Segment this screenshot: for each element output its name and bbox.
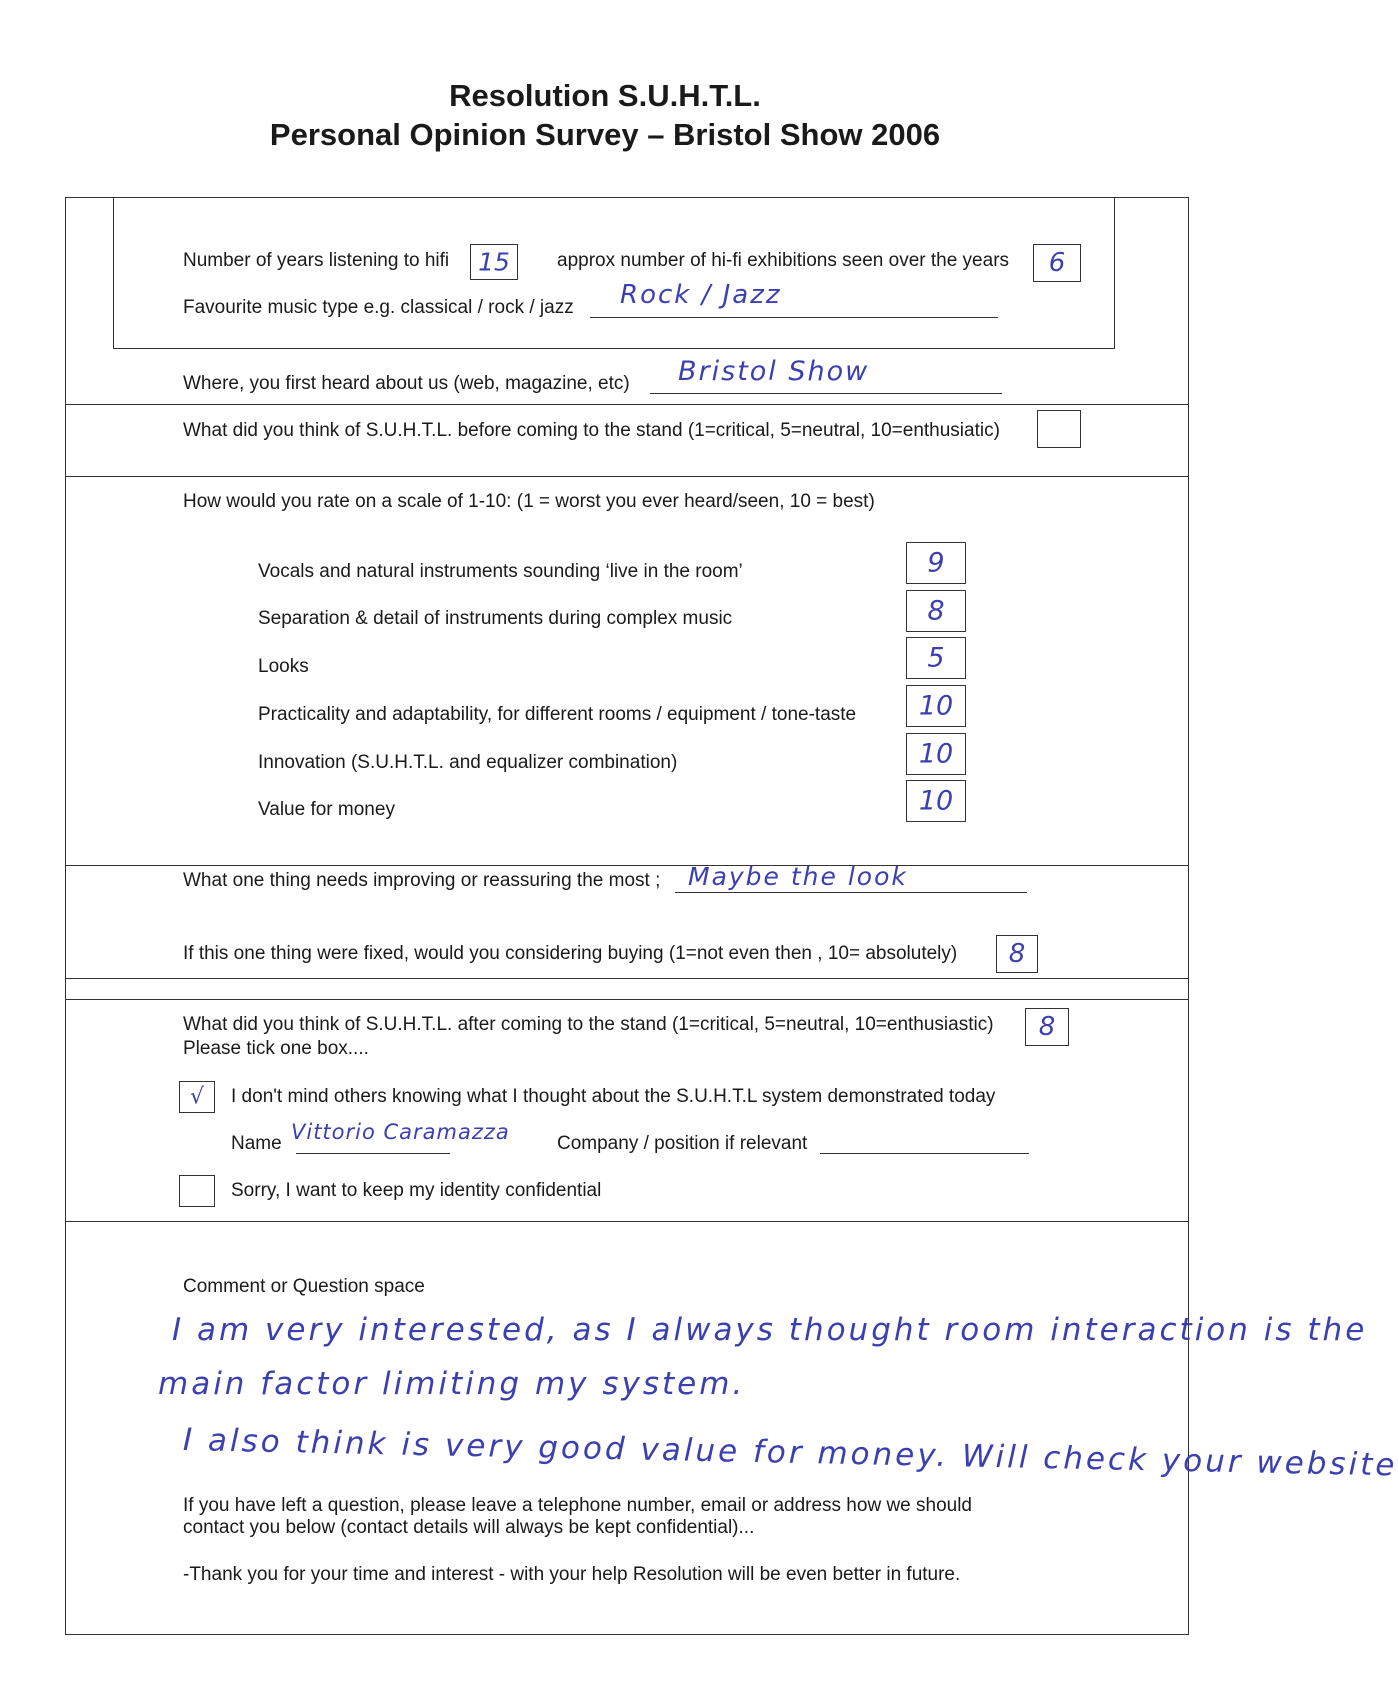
public-checkbox[interactable] — [179, 1081, 215, 1113]
rating-label-practicality: Practicality and adaptability, for different rooms / equipment / tone-taste — [258, 704, 857, 725]
rating-box-separation[interactable] — [906, 590, 966, 632]
heard-about-label: Where, you first heard about us (web, magazine, etc) — [183, 373, 630, 394]
exhibitions-value: 6 — [1048, 248, 1066, 278]
public-checkbox-tick: √ — [189, 1084, 205, 1110]
intro-inner-box — [113, 197, 1115, 349]
divider-3 — [65, 865, 1189, 866]
music-type-underline — [590, 317, 998, 318]
buy-label: If this one thing were fixed, would you considering buying (1=not even then , 10= absolutely) — [183, 943, 958, 964]
comment-line-1[interactable]: I am very interested, as I always thought room interaction is the — [172, 1312, 1368, 1348]
form-title-line2: Personal Opinion Survey – Bristol Show 2006 — [269, 117, 941, 152]
frame-left-border — [65, 197, 66, 1634]
improve-underline — [675, 892, 1027, 893]
rating-intro: How would you rate on a scale of 1-10: (1 = worst you ever heard/seen, 10 = best) — [183, 491, 875, 512]
contact-note-line1: If you have left a question, please leave a telephone number, email or address how we should — [183, 1495, 973, 1516]
years-listening-label: Number of years listening to hifi — [183, 250, 450, 271]
rating-box-value[interactable] — [906, 780, 966, 822]
comment-heading: Comment or Question space — [183, 1276, 425, 1297]
after-stand-value: 8 — [1038, 1012, 1056, 1042]
name-label: Name — [231, 1133, 282, 1154]
company-label: Company / position if relevant — [557, 1133, 808, 1154]
contact-note-line2: contact you below (contact details will always be kept confidential)... — [183, 1517, 755, 1538]
divider-4a — [65, 978, 1189, 979]
buy-box[interactable] — [996, 935, 1038, 973]
rating-label-vocals: Vocals and natural instruments sounding ‘live in the room’ — [258, 561, 743, 582]
improve-label: What one thing needs improving or reassuring the most ; — [183, 870, 661, 891]
tick-prompt: Please tick one box.... — [183, 1038, 369, 1059]
rating-label-value: Value for money — [258, 799, 395, 820]
comment-line-2[interactable]: main factor limiting my system. — [158, 1366, 746, 1402]
years-listening-value: 15 — [478, 247, 510, 277]
rating-label-innovation: Innovation (S.U.H.T.L. and equalizer combination) — [258, 752, 678, 773]
rating-box-practicality[interactable] — [906, 685, 966, 727]
after-stand-box[interactable] — [1025, 1008, 1069, 1046]
exhibitions-label: approx number of hi-fi exhibitions seen over the years — [557, 250, 1010, 271]
exhibitions-box[interactable] — [1033, 244, 1081, 282]
divider-5 — [65, 1221, 1189, 1222]
public-option-label: I don't mind others knowing what I thought about the S.U.H.T.L system demonstrated today — [231, 1086, 996, 1107]
rating-value-innovation: 10 — [918, 738, 954, 770]
heard-about-value[interactable]: Bristol Show — [678, 356, 870, 387]
rating-value-vocals: 9 — [927, 547, 945, 579]
rating-label-looks: Looks — [258, 656, 309, 677]
company-underline — [820, 1153, 1029, 1154]
divider-2 — [65, 476, 1189, 477]
thank-you-note: -Thank you for your time and interest - with your help Resolution will be even better in future. — [183, 1564, 961, 1585]
divider-4b — [65, 999, 1189, 1000]
private-checkbox[interactable] — [179, 1175, 215, 1207]
music-type-value[interactable]: Rock / Jazz — [620, 280, 782, 310]
rating-box-looks[interactable] — [906, 637, 966, 679]
heard-about-underline — [650, 393, 1002, 394]
before-stand-box[interactable] — [1037, 410, 1081, 448]
name-value[interactable]: Vittorio Caramazza — [291, 1120, 510, 1144]
name-underline — [296, 1153, 450, 1154]
rating-value-looks: 5 — [927, 642, 945, 674]
rating-box-innovation[interactable] — [906, 733, 966, 775]
rating-box-vocals[interactable] — [906, 542, 966, 584]
music-type-label: Favourite music type e.g. classical / rock / jazz — [183, 297, 574, 318]
before-stand-label: What did you think of S.U.H.T.L. before coming to the stand (1=critical, 5=neutral, 10=enthusiatic) — [183, 420, 1000, 441]
private-option-label: Sorry, I want to keep my identity confidential — [231, 1180, 602, 1201]
after-stand-label: What did you think of S.U.H.T.L. after coming to the stand (1=critical, 5=neutral, 10=enthusiastic) — [183, 1014, 994, 1035]
frame-right-border — [1188, 197, 1189, 1634]
buy-value: 8 — [1008, 939, 1026, 969]
rating-value-separation: 8 — [927, 595, 945, 627]
form-title-line1: Resolution S.U.H.T.L. — [449, 78, 761, 113]
rating-label-separation: Separation & detail of instruments during complex music — [258, 608, 733, 629]
frame-bottom-border — [65, 1634, 1189, 1635]
rating-value-value: 10 — [918, 785, 954, 817]
rating-value-practicality: 10 — [918, 690, 954, 722]
years-listening-box[interactable] — [470, 244, 518, 280]
improve-value[interactable]: Maybe the look — [688, 862, 908, 891]
divider-1 — [65, 404, 1189, 405]
comment-line-3[interactable]: I also think is very good value for money. Will check your website — [182, 1422, 1398, 1484]
